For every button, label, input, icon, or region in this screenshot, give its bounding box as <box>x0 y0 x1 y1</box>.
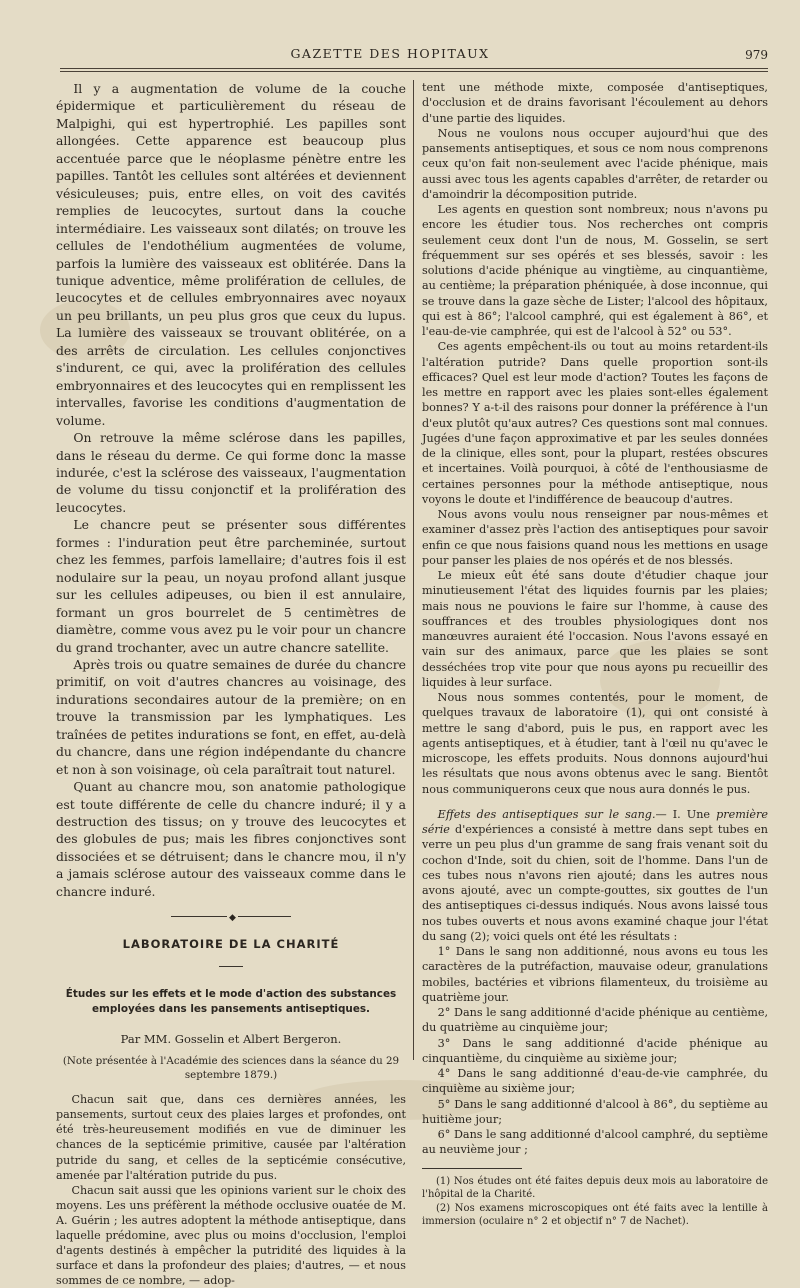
paragraph: Nous ne voulons nous occuper aujourd'hui que des pansements antiseptiques, et sous ce nom nous comprenons ceux qu'on fait non-seulement avec l'acide phénique, mais aussi avec tous les agents capables d'arrêter, de retarder ou d'amoindrir la décomposition putride. <box>422 126 768 201</box>
article-authors: Par MM. Gosselin et Albert Bergeron. <box>120 1031 342 1046</box>
paragraph: Nous nous sommes contentés, pour le moment, de quelques travaux de laboratoire (1), qui ont consisté à mettre le sang d'abord, puis le pus, en rapport avec les agents antiseptiques, et à étudier, tant à l'œil nu qu'avec le microscope, les effets produits. Nous donnons aujourd'hui les résultats que nous avons obtenus avec le sang. Bientôt nous communiquerons ceux que nous aura donnés le pus. <box>422 691 768 796</box>
footnote-rule <box>422 1168 522 1169</box>
paragraph: Le chancre peut se présenter sous différentes formes : l'induration peut être parcheminée, surtout chez les femmes, parfois lamellaire; d'autres fois il est nodulaire sur la peau, un noyau profond allant jusque sur les cellules adipeuses, ou bien il est annulaire, formant un gros bourrelet de 5 centimètres de diamètre, comme vous avez pu le voir pour un chancre du grand trochanter, avec un autre chancre satellite. <box>56 517 406 655</box>
left-column <box>56 80 406 1288</box>
result-item: 3° Dans le sang additionné d'acide phénique au cinquantième, du cinquième au sixième jour; <box>422 1036 768 1065</box>
series-intro: d'expériences a consisté à mettre dans sept tubes en verre un peu plus d'un gramme de sang frais venant soit du cochon d'Inde, soit du chien, soit de l'homme. Dans l'un de ces tubes nous n'avons rien ajouté; dans les autres nous avons ajouté, avec un compte-gouttes, six gouttes de l'un des antiseptiques ci-dessus indiqués. Nous avons laissé tous nos tubes ouverts et nous avons examiné chaque jour l'état du sang (2); voici quels ont été les résultats : <box>422 823 768 943</box>
article-body <box>56 1092 406 1288</box>
paragraph: Nous avons voulu nous renseigner par nous-mêmes et examiner d'assez près l'action des antiseptiques pour savoir enfin ce que nous faisions quand nous les mettions en usage pour panser les plaies de nos opérés et de nos blessés. <box>422 508 768 567</box>
paragraph: Les agents en question sont nombreux; nous n'avons pu encore les étudier tous. Nos recherches ont compris seulement ceux dont l'un de nous, M. Gosselin, se sert fréquemment sur ses opérés et ses blessés, savoir : les solutions d'acide phénique au vingtième, au cinquantième, au centième; la préparation phéniquée, à dose inconnue, qui se trouve dans la gaze sèche de Lister; l'alcool des hôpitaux, qui est à 86°; l'alcool camphré, qui est également à 86°, et l'eau-de-vie camphrée, qui est de l'alcool à 52° ou 53°. <box>422 203 768 338</box>
series-intro: — I. Une <box>655 807 717 821</box>
section-heading: LABORATOIRE DE LA CHARITÉ <box>122 937 340 952</box>
article-title: Études sur les effets et le mode d'action des substances employées dans les pansements antiseptiques. <box>65 987 397 1015</box>
paragraph: Chacun sait aussi que les opinions varient sur le choix des moyens. Les uns préfèrent la méthode occlusive ouatée de M. A. Guérin ; les autres adoptent la méthode antiseptique, dans laquelle prédomine, avec plus ou moins d'occlusion, l'emploi d'agents destinés à empêcher la putridité des liquides à la surface et dans la profondeur des plaies; d'autres, — et nous sommes de ce nombre, — adop- <box>56 1183 406 1288</box>
footnote: (1) Nos études ont été faites depuis deux mois au laboratoire de l'hôpital de la Charité. <box>422 1175 768 1200</box>
paragraph: Ces agents empêchent-ils ou tout au moins retardent-ils l'altération putride? Dans quelle proportion sont-ils efficaces? Quel est leur mode d'action? Toutes les façons de les mettre en rapport avec les plaies sont-elles également bonnes? Y a-t-il des raisons pour donner la préférence à l'un d'eux plutôt qu'aux autres? Ces questions sont mal connues. Jugées d'une façon approximative et par les seules données de la clinique, elles sont, pour la plupart, restées obscures et incertaines. Voilà pourquoi, à côté de l'enthousiasme de certaines personnes pour la méthode antiseptique, nous voyons le doute et l'indifférence de beaucoup d'autres. <box>422 340 768 506</box>
footnotes <box>422 1175 768 1229</box>
right-column <box>422 80 768 1227</box>
section-separator <box>171 912 291 922</box>
presentation-note: (Note présentée à l'Académie des sciences dans la séance du 29 septembre 1879.) <box>62 1055 400 1082</box>
paragraph: On retrouve la même sclérose dans les papilles, dans le réseau du derme. Ce qui forme donc la masse indurée, c'est la sclérose des vaisseaux, l'augmentation de volume du tissu conjonctif et la prolifération des leucocytes. <box>56 430 406 515</box>
result-item: 4° Dans le sang additionné d'eau-de-vie camphrée, du cinquième au sixième jour; <box>422 1067 768 1096</box>
short-rule <box>219 966 243 967</box>
result-item: 5° Dans le sang additionné d'alcool à 86°, du septième au huitième jour; <box>422 1097 768 1126</box>
paragraph: tent une méthode mixte, composée d'antiseptiques, d'occlusion et de drains favorisant l'écoulement au dehors d'une partie des liquides. <box>422 81 768 125</box>
paragraph: Après trois ou quatre semaines de durée du chancre primitif, on voit d'autres chancres au voisinage, des indurations secondaires autour de la première; on en trouve la transmission par les lymphatiques. Les traînées de petites indurations se font, en effet, au-delà du chancre, dans une région indépendante du chancre et non à son voisinage, où cela paraîtrait tout naturel. <box>56 656 406 777</box>
series-emphasis: première série <box>422 807 768 836</box>
result-item: 2° Dans le sang additionné d'acide phénique au centième, du quatrième au cinquième jour; <box>422 1006 768 1035</box>
footnote: (2) Nos examens microscopiques ont été faits avec la lentille à immersion (oculaire n° 2 et objectif n° 7 de Nachet). <box>422 1202 768 1227</box>
page-number: 979 <box>745 48 768 62</box>
paragraph: Le mieux eût été sans doute d'étudier chaque jour minutieusement l'état des liquides fournis par les plaies; mais nous ne pouvions le faire sur l'homme, à cause des souffrances et des troubles physiologiques dont nos manœuvres auraient été l'occasion. Nous l'avons essayé en vain sur des animaux, parce que les plaies se sont desséchées trop vite pour que nous ayons pu recueillir des liquides à leur surface. <box>422 569 768 689</box>
paragraph: Quant au chancre mou, son anatomie pathologique est toute différente de celle du chancre induré; il y a destruction des tissus; on y trouve des leucocytes et des globules de pus; mais les fibres conjonctives sont dissociées et se détruisent; dans le chancre mou, il n'y a jamais sclérose autour des vaisseaux comme dans le chancre induré. <box>56 779 406 899</box>
column-separator <box>413 80 414 1060</box>
paragraph: Chacun sait que, dans ces dernières années, les pansements, surtout ceux des plaies larges et profondes, ont été très-heureusement modifiés en vue de diminuer les chances de la septicémie primitive, causée par l'altération putride du sang, et celles de la septicémie consécutive, amenée par l'altération putride du pus. <box>56 1093 406 1182</box>
series-paragraph <box>422 807 768 944</box>
newspaper-title: GAZETTE DES HOPITAUX <box>290 46 490 61</box>
result-item: 6° Dans le sang additionné d'alcool camphré, du septième au neuvième jour ; <box>422 1128 768 1157</box>
series-heading: Effets des antiseptiques sur le sang. <box>437 807 656 821</box>
header-rule <box>60 71 768 72</box>
paragraph: Il y a augmentation de volume de la couche épidermique et particulièrement du réseau de Malpighi, qui est hypertrophié. Les papilles sont allongées. Cette apparence est beaucoup plus accentuée parce que le néoplasme pénètre entre les papilles. Tantôt les cellules sont altérées et deviennent vésiculeuses; puis, entre elles, on voit des cavités remplies de leucocytes, surtout dans la couche intermédiaire. Les vaisseaux sont dilatés; on trouve les cellules de l'endothélium augmentées de volume, parfois la lumière des vaisseaux est oblitérée. Dans la tunique adventice, même prolifération de cellules, de leucocytes et de cellules embryonnaires avec noyaux un peu brillants, un peu plus gros que ceux du lupus. La lumière des vaisseaux se trouvant oblitérée, on a des arrêts de circulation. Les cellules conjonctives s'indurent, ce qui, avec la prolifération des cellules embryonnaires et des leucocytes qui en remplissent les intervalles, favorise les conditions d'augmentation de volume. <box>56 81 406 428</box>
separator-ornament: ◆ <box>227 910 238 927</box>
result-item: 1° Dans le sang non additionné, nous avons eu tous les caractères de la putréfaction, mauvaise odeur, granulations mobiles, bactéries et vibrions filamenteux, du troisième au quatrième jour. <box>422 945 768 1004</box>
header-rule <box>60 68 768 69</box>
